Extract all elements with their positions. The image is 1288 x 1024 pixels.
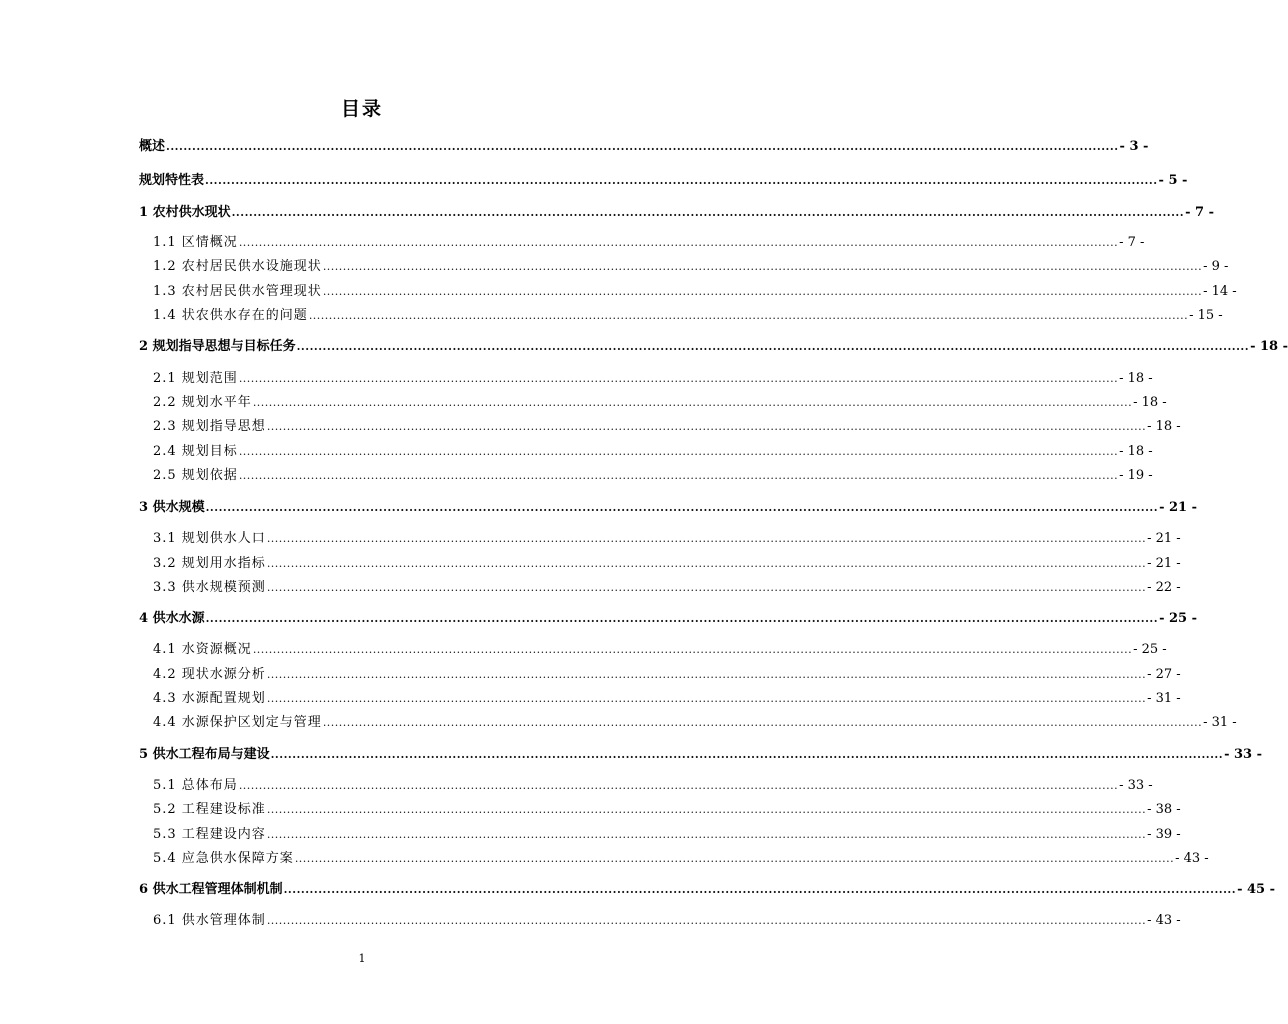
toc-entry-title: 2 规划指导思想与目标任务	[139, 339, 296, 354]
toc-dot-leader: ............................................................................................................................................................................................................................	[205, 174, 1158, 187]
toc-entry-title: 2.4 规划目标	[153, 444, 238, 459]
toc-entry-title: 4.1 水资源概况	[153, 642, 252, 657]
toc-entry-page: - 21 -	[1147, 531, 1181, 546]
toc-dot-leader: ............................................................................................................................................................................................................................	[266, 532, 1147, 545]
toc-dot-leader: ............................................................................................................................................................................................................................	[308, 309, 1189, 322]
toc-entry-page: - 43 -	[1147, 913, 1181, 928]
toc-entry-page: - 21 -	[1159, 500, 1198, 515]
toc-dot-leader: ............................................................................................................................................................................................................................	[238, 779, 1119, 792]
toc-section-entry[interactable]	[153, 257, 1229, 277]
toc-entry-page: - 31 -	[1147, 691, 1181, 706]
toc-entry-page: - 25 -	[1133, 642, 1167, 657]
toc-entry-title: 2.1 规划范围	[153, 371, 238, 386]
toc-dot-leader: ............................................................................................................................................................................................................................	[266, 828, 1147, 841]
toc-entry-page: - 3 -	[1119, 139, 1149, 154]
toc-entry-page: - 27 -	[1147, 667, 1181, 682]
toc-entry-page: - 18 -	[1133, 395, 1167, 410]
page-number: 1	[358, 952, 366, 965]
toc-dot-leader: ............................................................................................................................................................................................................................	[238, 372, 1119, 385]
toc-entry-page: - 7 -	[1119, 235, 1145, 250]
toc-entry-title: 4.2 现状水源分析	[153, 667, 266, 682]
toc-entry-title: 3 供水规模	[139, 500, 205, 515]
toc-entry-title: 4 供水水源	[139, 611, 205, 626]
toc-dot-leader: ............................................................................................................................................................................................................................	[252, 643, 1133, 656]
toc-dot-leader: ............................................................................................................................................................................................................................	[266, 668, 1147, 681]
toc-entry-page: - 45 -	[1237, 882, 1276, 897]
toc-entry-title: 5.1 总体布局	[153, 778, 238, 793]
toc-entry-title: 1.1 区情概况	[153, 235, 238, 250]
toc-section-entry[interactable]	[153, 282, 1237, 302]
toc-entry-title: 2.3 规划指导思想	[153, 419, 266, 434]
toc-entry-page: - 5 -	[1158, 173, 1188, 188]
toc-entry-title: 2.5 规划依据	[153, 468, 238, 483]
toc-dot-leader: ............................................................................................................................................................................................................................	[205, 501, 1159, 514]
toc-dot-leader: ............................................................................................................................................................................................................................	[238, 469, 1119, 482]
toc-chapter-entry[interactable]	[139, 745, 1263, 765]
toc-section-entry[interactable]	[153, 911, 1181, 931]
toc-section-entry[interactable]	[153, 369, 1153, 389]
toc-entry-title: 3.2 规划用水指标	[153, 556, 266, 571]
toc-entry-page: - 15 -	[1189, 308, 1223, 323]
toc-dot-leader: ............................................................................................................................................................................................................................	[266, 557, 1147, 570]
toc-section-entry[interactable]	[153, 640, 1167, 660]
toc-dot-leader: ............................................................................................................................................................................................................................	[266, 803, 1147, 816]
toc-section-entry[interactable]	[153, 776, 1153, 796]
toc-entry-title: 5.3 工程建设内容	[153, 827, 266, 842]
toc-section-entry[interactable]	[153, 665, 1181, 685]
toc-dot-leader: ............................................................................................................................................................................................................................	[252, 396, 1133, 409]
toc-dot-leader: ............................................................................................................................................................................................................................	[238, 445, 1119, 458]
toc-section-entry[interactable]	[153, 417, 1181, 437]
toc-section-entry[interactable]	[153, 466, 1153, 486]
toc-chapter-entry[interactable]	[139, 498, 1198, 518]
toc-entry-page: - 18 -	[1147, 419, 1181, 434]
toc-dot-leader: ............................................................................................................................................................................................................................	[266, 692, 1147, 705]
toc-entry-title: 5.4 应急供水保障方案	[153, 851, 294, 866]
toc-section-entry[interactable]	[153, 529, 1181, 549]
toc-dot-leader: ............................................................................................................................................................................................................................	[205, 612, 1159, 625]
toc-entry-page: - 33 -	[1119, 778, 1153, 793]
toc-chapter-entry[interactable]	[139, 609, 1198, 629]
toc-entry-page: - 25 -	[1159, 611, 1198, 626]
toc-entry-page: - 19 -	[1119, 468, 1153, 483]
toc-entry-title: 4.4 水源保护区划定与管理	[153, 715, 322, 730]
toc-dot-leader: ............................................................................................................................................................................................................................	[238, 236, 1119, 249]
toc-dot-leader: ............................................................................................................................................................................................................................	[322, 285, 1203, 298]
toc-entry-title: 5.2 工程建设标准	[153, 802, 266, 817]
toc-entry-page: - 38 -	[1147, 802, 1181, 817]
toc-entry-page: - 43 -	[1175, 851, 1209, 866]
toc-dot-leader: ............................................................................................................................................................................................................................	[266, 914, 1147, 927]
toc-entry-page: - 7 -	[1185, 205, 1214, 220]
toc-entry-title: 2.2 规划水平年	[153, 395, 252, 410]
toc-section-entry[interactable]	[153, 713, 1237, 733]
toc-entry-page: - 39 -	[1147, 827, 1181, 842]
page-title: 目录	[340, 98, 383, 120]
toc-entry-page: - 18 -	[1119, 444, 1153, 459]
toc-dot-leader: ............................................................................................................................................................................................................................	[296, 340, 1250, 353]
toc-entry-title: 1.3 农村居民供水管理现状	[153, 284, 322, 299]
toc-entry-page: - 18 -	[1250, 339, 1288, 354]
toc-section-entry[interactable]	[153, 849, 1209, 869]
toc-section-entry[interactable]	[153, 800, 1181, 820]
toc-entry-page: - 22 -	[1147, 580, 1181, 595]
toc-entry-page: - 33 -	[1224, 747, 1263, 762]
toc-section-entry[interactable]	[153, 554, 1181, 574]
toc-dot-leader: ............................................................................................................................................................................................................................	[322, 260, 1203, 273]
toc-entry-title: 3.3 供水规模预测	[153, 580, 266, 595]
toc-entry-title: 1.2 农村居民供水设施现状	[153, 259, 322, 274]
toc-chapter-entry[interactable]	[139, 171, 1188, 191]
toc-entry-title: 规划特性表	[139, 173, 205, 188]
toc-entry-page: - 9 -	[1203, 259, 1229, 274]
toc-dot-leader: ............................................................................................................................................................................................................................	[283, 883, 1237, 896]
toc-entry-title: 3.1 规划供水人口	[153, 531, 266, 546]
toc-entry-title: 4.3 水源配置规划	[153, 691, 266, 706]
toc-dot-leader: ............................................................................................................................................................................................................................	[166, 140, 1119, 153]
toc-dot-leader: ............................................................................................................................................................................................................................	[294, 852, 1175, 865]
toc-entry-page: - 31 -	[1203, 715, 1237, 730]
toc-chapter-entry[interactable]	[139, 137, 1149, 157]
toc-entry-title: 1.4 状农供水存在的问题	[153, 308, 308, 323]
toc-entry-title: 6.1 供水管理体制	[153, 913, 266, 928]
toc-section-entry[interactable]	[153, 689, 1181, 709]
toc-section-entry[interactable]	[153, 442, 1153, 462]
toc-section-entry[interactable]	[153, 578, 1181, 598]
toc-dot-leader: ............................................................................................................................................................................................................................	[266, 420, 1147, 433]
toc-dot-leader: ............................................................................................................................................................................................................................	[322, 716, 1203, 729]
toc-chapter-entry[interactable]	[139, 880, 1276, 900]
toc-entry-title: 1 农村供水现状	[139, 205, 231, 220]
toc-entry-page: - 21 -	[1147, 556, 1181, 571]
toc-section-entry[interactable]	[153, 306, 1223, 326]
toc-chapter-entry[interactable]	[139, 337, 1288, 357]
toc-dot-leader: ............................................................................................................................................................................................................................	[270, 748, 1224, 761]
toc-entry-title: 5 供水工程布局与建设	[139, 747, 270, 762]
toc-section-entry[interactable]	[153, 233, 1145, 253]
toc-chapter-entry[interactable]	[139, 203, 1214, 223]
toc-entry-title: 6 供水工程管理体制机制	[139, 882, 283, 897]
toc-section-entry[interactable]	[153, 393, 1167, 413]
toc-entry-page: - 14 -	[1203, 284, 1237, 299]
toc-entry-title: 概述	[139, 139, 166, 154]
toc-entry-page: - 18 -	[1119, 371, 1153, 386]
toc-section-entry[interactable]	[153, 825, 1181, 845]
toc-dot-leader: ............................................................................................................................................................................................................................	[231, 206, 1185, 219]
toc-dot-leader: ............................................................................................................................................................................................................................	[266, 581, 1147, 594]
